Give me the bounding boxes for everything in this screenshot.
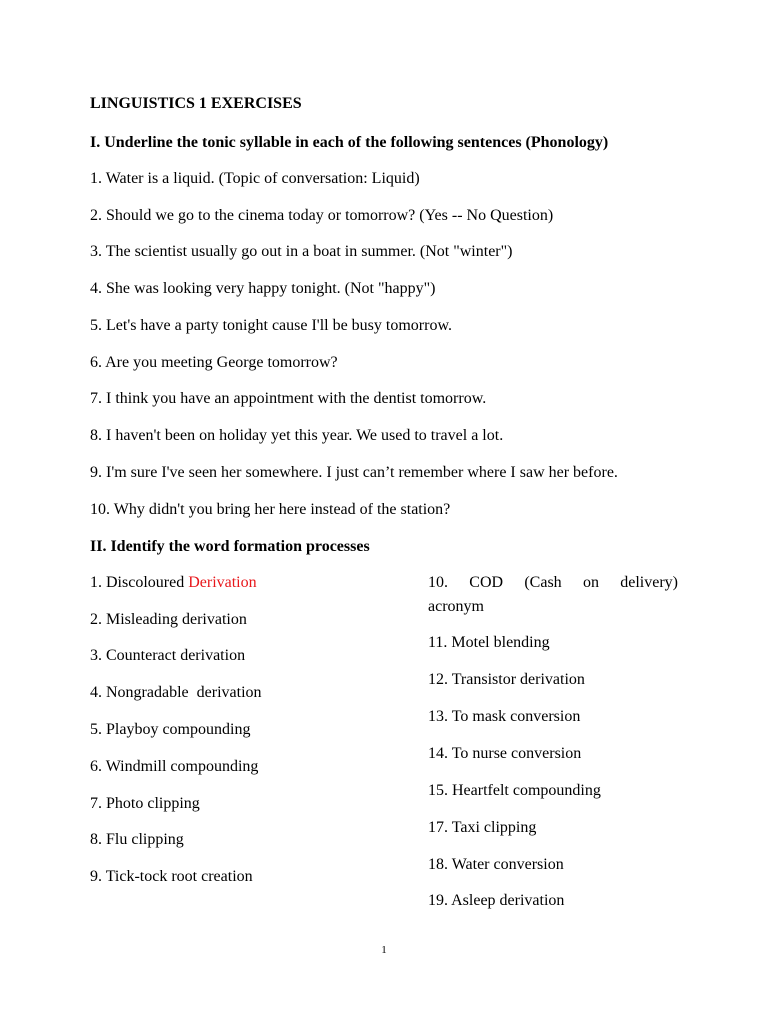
- sentence-item: 3. The scientist usually go out in a boat in summer. (Not "winter"): [90, 243, 513, 260]
- process-answer: derivation: [520, 671, 585, 688]
- sentence-item: 7. I think you have an appointment with the dentist tomorrow.: [90, 390, 487, 407]
- word-item: [428, 890, 564, 912]
- process-answer: clipping: [131, 831, 184, 848]
- word-item: [428, 780, 601, 802]
- word-label: 1. Discoloured: [90, 574, 185, 591]
- page-number: 1: [381, 944, 387, 956]
- word-label: 4. Nongradable: [90, 684, 193, 701]
- word-list-right: [428, 572, 678, 912]
- word-label: 5. Playboy: [90, 721, 159, 738]
- word-item: [90, 829, 184, 851]
- word-label: 13. To mask: [428, 708, 507, 725]
- process-answer: compounding: [170, 758, 259, 775]
- word-label: 11. Motel: [428, 634, 490, 651]
- word-label: 8. Flu: [90, 831, 128, 848]
- process-answer: clipping: [147, 795, 200, 812]
- word-item: [428, 632, 550, 654]
- sentence-item: 4. She was looking very happy tonight. (Not "happy"): [90, 280, 436, 297]
- word-label: 3. Counteract: [90, 647, 177, 664]
- word-item: [90, 572, 257, 594]
- sentence-item: 9. I'm sure I've seen her somewhere. I just can’t remember where I saw her before.: [90, 464, 618, 481]
- sentence-item: 5. Let's have a party tonight cause I'll be busy tomorrow.: [90, 317, 452, 334]
- process-answer: clipping: [483, 819, 537, 836]
- word-item: [428, 854, 564, 876]
- process-answer: compounding: [512, 782, 601, 799]
- word-list-left: [90, 572, 400, 902]
- word-label: 18. Water: [428, 856, 490, 873]
- word-label: 7. Photo: [90, 795, 144, 812]
- sentence-item: 10. Why didn't you bring her here instead of the station?: [90, 501, 451, 518]
- sentence-item: 8. I haven't been on holiday yet this year. We used to travel a lot.: [90, 427, 504, 444]
- process-answer: blending: [493, 634, 550, 651]
- word-label: 15. Heartfelt: [428, 782, 509, 799]
- process-answer: acronym: [428, 598, 484, 615]
- word-item-multiline: 10. COD (Cash on delivery): [428, 574, 678, 591]
- word-item: [90, 756, 258, 778]
- sentence-item: 2. Should we go to the cinema today or tomorrow? (Yes -- No Question): [90, 207, 554, 224]
- word-label: 2. Misleading: [90, 611, 178, 628]
- process-answer: compounding: [162, 721, 251, 738]
- word-item: [428, 817, 536, 839]
- process-answer: conversion: [511, 745, 582, 762]
- sentence-item: 6. Are you meeting George tomorrow?: [90, 354, 338, 371]
- word-label: 17. Taxi: [428, 819, 480, 836]
- word-item: [90, 609, 247, 631]
- process-answer-highlighted: Derivation: [188, 574, 257, 591]
- word-item: [90, 793, 200, 815]
- process-answer: derivation: [180, 647, 246, 664]
- word-label: 14. To nurse: [428, 745, 508, 762]
- process-answer: derivation: [196, 684, 262, 701]
- word-item: [428, 706, 580, 728]
- word-label: 19. Asleep: [428, 892, 496, 909]
- document-title: LINGUISTICS 1 EXERCISES: [90, 95, 302, 112]
- word-item: [428, 669, 585, 691]
- word-label: 9. Tick-tock: [90, 868, 168, 885]
- sentence-item: 1. Water is a liquid. (Topic of conversation: Liquid): [90, 170, 420, 187]
- process-answer: derivation: [499, 892, 565, 909]
- section-2-heading: II. Identify the word formation processes: [90, 538, 370, 555]
- word-item: [90, 719, 250, 741]
- section-1-heading: I. Underline the tonic syllable in each of the following sentences (Phonology): [90, 134, 609, 151]
- word-item: [90, 645, 245, 667]
- word-label: 12. Transistor: [428, 671, 517, 688]
- process-answer: conversion: [493, 856, 564, 873]
- word-item: [428, 743, 581, 765]
- word-item: [90, 682, 262, 704]
- word-label: 6. Windmill: [90, 758, 167, 775]
- process-answer: root creation: [171, 868, 253, 885]
- process-answer: derivation: [182, 611, 247, 628]
- word-item: [90, 866, 253, 888]
- process-answer: conversion: [510, 708, 581, 725]
